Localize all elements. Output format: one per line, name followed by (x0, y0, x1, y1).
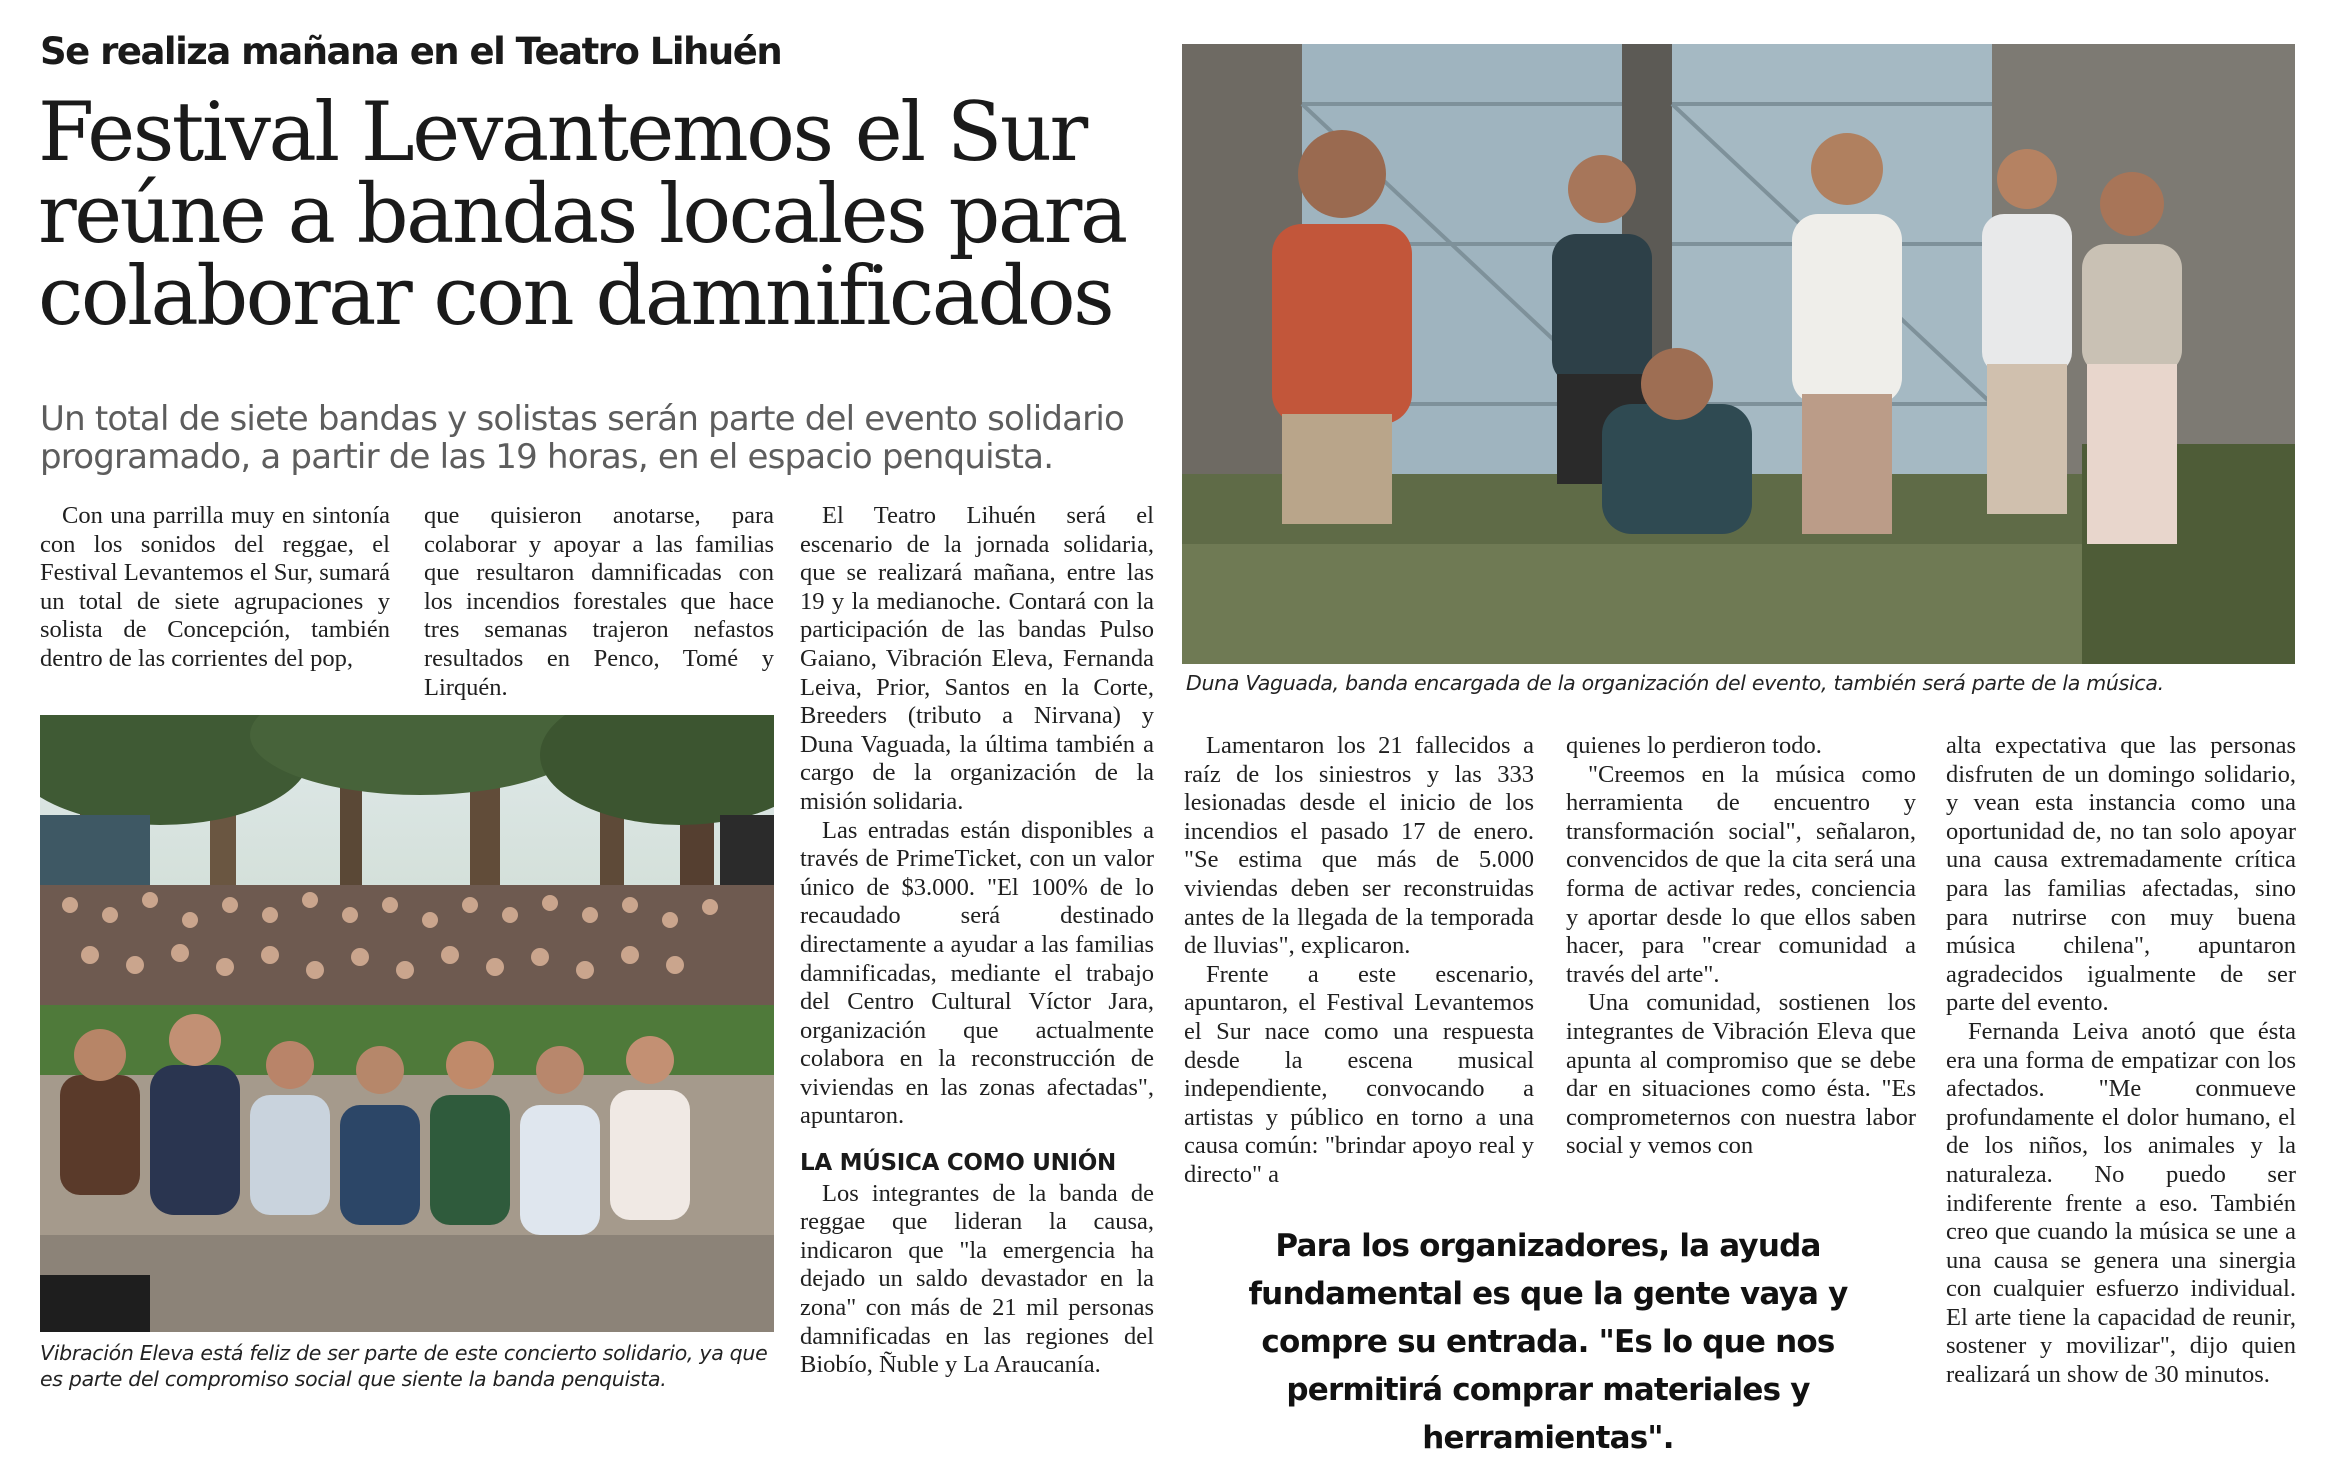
paragraph: Los integrantes de la banda de reggae que lideran la causa, indicaron que "la emergencia ha dejado un saldo devastador en la zona" con más de 21 mil personas damnificadas en las regiones del Biobío, Ñuble y La Araucanía. (800, 1179, 1154, 1379)
deck: Un total de siete bandas y solistas serán parte del evento solidario programado, a partir de las 19 horas, en el espacio penquista. (40, 399, 1124, 477)
paragraph: Frente a este escenario, apuntaron, el Festival Levantemos el Sur nace como una respuesta desde la escena musical independiente, convocando a artistas y público en torno a una causa común: "brindar apoyo real y directo" a (1184, 960, 1534, 1188)
paragraph: "Creemos en la música como herramienta de encuentro y transformación social", señalaron, convencidos de que la cita será una forma de activar redes, conciencia y aportar desde lo que ellos saben hacer, para "crear comunidad a través del arte". (1566, 760, 1916, 988)
article-column-3 (800, 502, 1154, 1380)
main-photo-caption: Duna Vaguada, banda encargada de la organización del evento, también será parte de la música. (1186, 671, 2164, 695)
article-column-2 (424, 502, 774, 702)
kicker: Se realiza mañana en el Teatro Lihuén (40, 30, 782, 73)
headline: Festival Levantemos el Sur reúne a bandas locales para colaborar con damnificados (38, 86, 1126, 344)
duna-vaguada-photo (1182, 44, 2295, 664)
pull-quote: Para los organizadores, la ayuda fundamental es que la gente vaya y compre su entrada. "Es lo que nos permitirá comprar materiales y herramientas". (1248, 1228, 1848, 1456)
vibracion-eleva-photo (40, 715, 774, 1332)
paragraph: alta expectativa que las personas disfruten de un domingo solidario, y vean esta instancia como una oportunidad de, no tan solo apoyar una causa extremadamente crítica para las familias afectadas, sino para nutrirse con muy buena música chilena", apuntaron agradecidos igualmente de ser parte del evento. (1946, 732, 2296, 1017)
article-column-1 (40, 502, 390, 674)
paragraph: Fernanda Leiva anotó que ésta era una forma de empatizar con los afectados. "Me conmueve profundamente el dolor humano, el de los niños, los animales y la naturaleza. No puedo ser indiferente frente a eso. También creo que cuando la música se une a una causa se genera una sinergia con cualquier esfuerzo individual. El arte tiene la capacidad de reunir, sostener y movilizar", dijo quien realizará un show de 30 minutos. (1946, 1017, 2296, 1389)
paragraph: El Teatro Lihuén será el escenario de la jornada solidaria, que se realizará mañana, entre las 19 y la medianoche. Contará con la participación de las bandas Pulso Gaiano, Vibración Eleva, Fernanda Leiva, Prior, Santos en la Corte, Breeders (tributo a Nirvana) y Duna Vaguada, la última también a cargo de la organización de la misión solidaria. (800, 502, 1154, 815)
paragraph: Las entradas están disponibles a través de PrimeTicket, con un valor único de $3.000. "El 100% de lo recaudado será destinado directamente a ayudar a las familias damnificadas, mediante el trabajo del Centro Cultural Víctor Jara, organización que actualmente colabora en la reconstrucción de viviendas en las zonas afectadas", apuntaron. (800, 816, 1154, 1130)
paragraph: que quisieron anotarse, para colaborar y apoyar a las familias que resultaron damnificadas con los incendios forestales que hace tres semanas trajeron nefastos resultados en Penco, Tomé y Lirquén. (424, 502, 774, 701)
left-photo-caption: Vibración Eleva está feliz de ser parte de este concierto solidario, ya que es parte del compromiso social que siente la banda penquista. (40, 1341, 768, 1391)
article-column-4 (1184, 732, 1534, 1190)
paragraph: Una comunidad, sostienen los integrantes de Vibración Eleva que apunta al compromiso que se debe dar en situaciones como ésta. "Es comprometernos con nuestra labor social y vemos con (1566, 989, 1916, 1160)
article-column-5 (1566, 732, 1916, 1161)
paragraph: Con una parrilla muy en sintonía con los sonidos del reggae, el Festival Levantemos el Sur, sumará un total de siete agrupaciones y solista de Concepción, también dentro de las corrientes del pop, (40, 502, 390, 672)
article-column-6 (1946, 732, 2296, 1390)
paragraph: Lamentaron los 21 fallecidos a raíz de los siniestros y las 333 lesionadas desde el inicio de los incendios el pasado 17 de enero. "Se estima que más de 5.000 viviendas deben ser reconstruidas antes de la llegada de la temporada de lluvias", explicaron. (1184, 732, 1534, 960)
paragraph: quienes lo perdieron todo. (1566, 732, 1822, 759)
section-subhead: LA MÚSICA COMO UNIÓN (800, 1150, 1117, 1177)
